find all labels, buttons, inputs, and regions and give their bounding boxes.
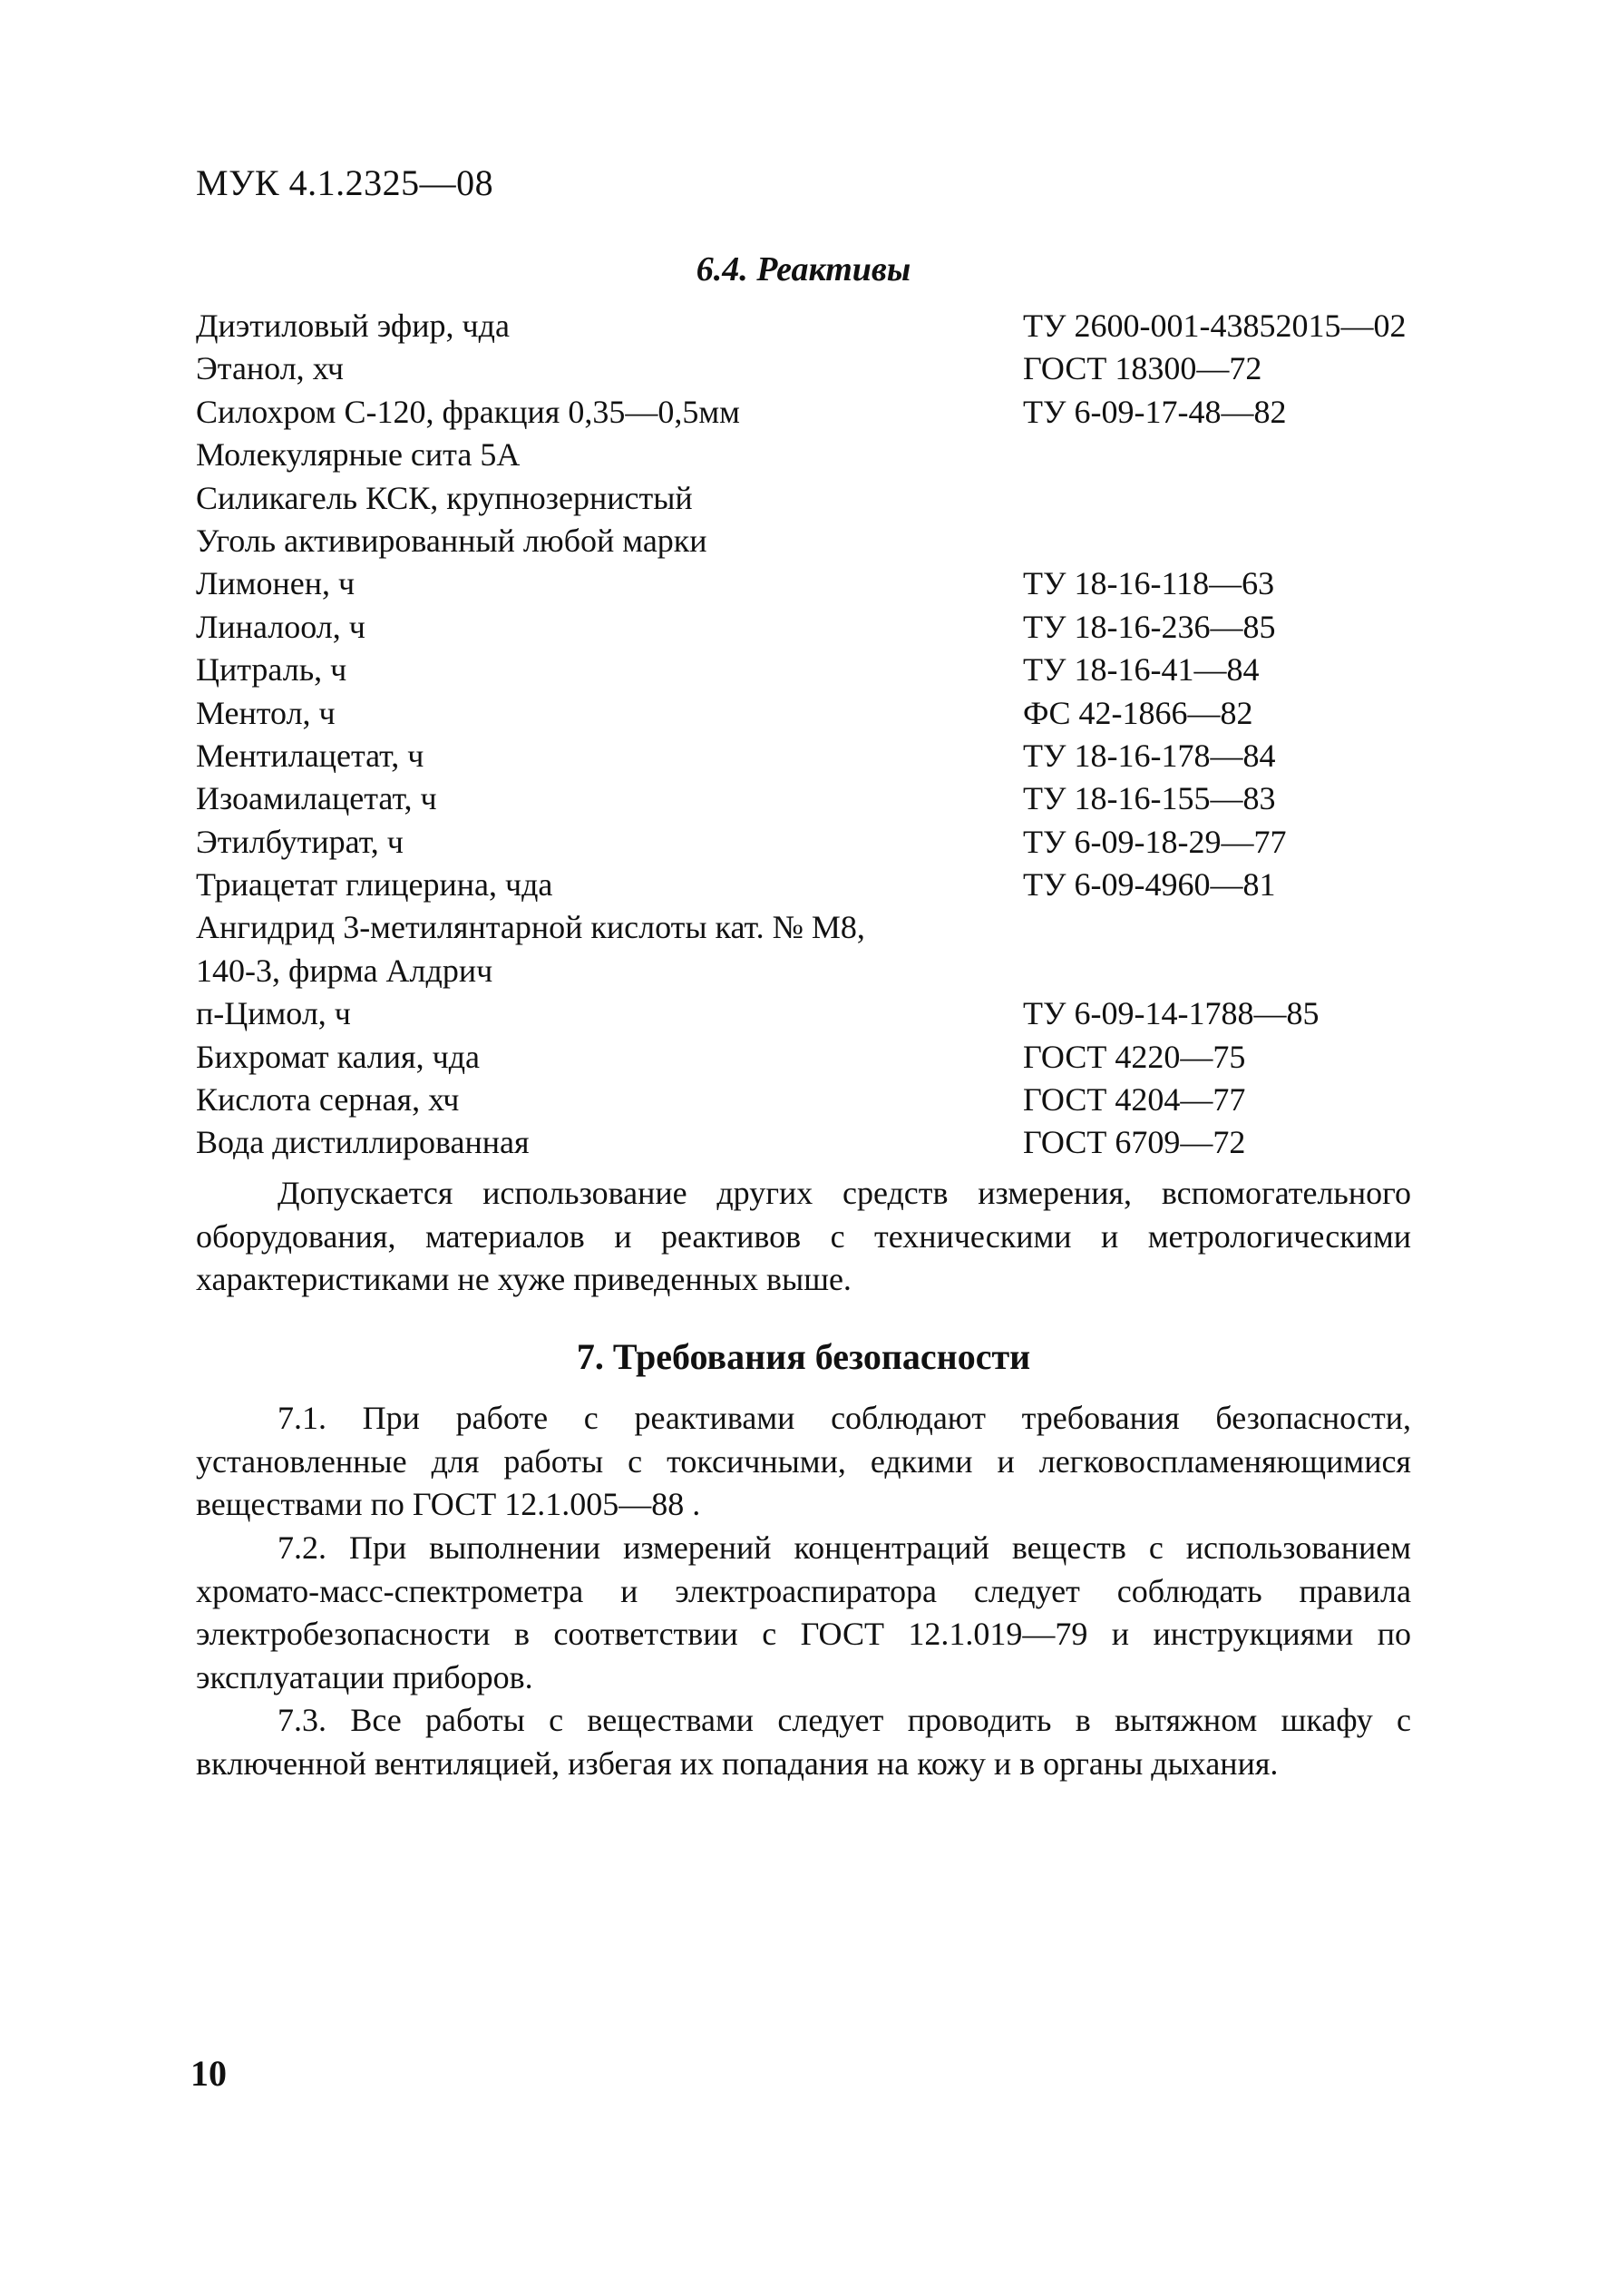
reagent-name: Бихромат калия, чда [196, 1038, 480, 1075]
reagent-standard: ТУ 18-16-118—63 [1023, 565, 1275, 602]
reagent-standard: ГОСТ 4220—75 [1023, 1038, 1246, 1075]
safety-paragraph-7-3: 7.3. Все работы с веществами следует проводить в вытяжном шкафу с включенной вентиляцией, избегая их попадания на кожу и в органы дыхания. [196, 1702, 1411, 1782]
reagent-row [196, 434, 1484, 476]
reagent-name: Ментилацетат, ч [196, 737, 424, 774]
reagent-standard: ТУ 6-09-14-1788—85 [1023, 995, 1320, 1032]
reagent-row [196, 606, 1484, 649]
safety-paragraph-7-2: 7.2. При выполнении измерений концентраций веществ с использованием хромато-масс-спектрометра и электроаспиратора следует соблюдать правила электробезопасности в соответствии с ГОСТ 12.1.019—79 и инструкциями по эксплуатации приборов. [196, 1529, 1411, 1695]
reagent-row [196, 692, 1484, 735]
safety-section-title: 7. Требования безопасности [576, 1336, 1031, 1377]
reagent-name: Этилбутират, ч [196, 823, 404, 860]
reagent-standard: ТУ 18-16-41—84 [1023, 651, 1260, 689]
reagent-row [196, 821, 1484, 864]
page-number: 10 [190, 2053, 227, 2094]
reagent-row [196, 950, 1484, 992]
reagent-standard: ТУ 18-16-155—83 [1023, 780, 1276, 817]
reagent-row [196, 347, 1484, 390]
reagent-row [196, 1079, 1484, 1121]
reagent-standard: ТУ 6-09-18-29—77 [1023, 823, 1287, 860]
reagent-row [196, 520, 1484, 562]
reagents-section-title: 6.4. Реактивы [696, 250, 911, 288]
reagent-row [196, 477, 1484, 520]
reagent-name: Этанол, хч [196, 350, 344, 387]
reagent-name: Ангидрид 3-метилянтарной кислоты кат. № М8, [196, 909, 865, 946]
reagent-row [196, 649, 1484, 691]
reagent-name: Силохром С-120, фракция 0,35—0,5мм [196, 393, 740, 430]
reagent-standard: ТУ 6-09-17-48—82 [1023, 393, 1287, 430]
reagent-row [196, 1036, 1484, 1079]
reagent-row [196, 992, 1484, 1035]
reagent-row [196, 906, 1484, 949]
reagent-name: 140-3, фирма Алдрич [196, 952, 493, 989]
reagents-list [196, 305, 1484, 1165]
safety-paragraph-7-1: 7.1. При работе с реактивами соблюдают требования безопасности, установленные для работы с токсичными, едкими и легковоспламеняющимися веществами по ГОСТ 12.1.005—88 . [196, 1400, 1411, 1522]
reagent-name: Молекулярные сита 5А [196, 436, 521, 474]
reagent-standard: ТУ 6-09-4960—81 [1023, 866, 1276, 904]
reagent-name: Диэтиловый эфир, чда [196, 308, 510, 344]
reagent-name: Изоамилацетат, ч [196, 780, 437, 817]
reagent-row [196, 305, 1484, 347]
reagent-row [196, 777, 1484, 820]
reagents-note-paragraph: Допускается использование других средств измерения, вспомогательного оборудования, материалов и реактивов с техническими и метрологическими характеристиками не хуже приведенных выше. [196, 1175, 1411, 1297]
reagent-name: Силикагель КСК, крупнозернистый [196, 479, 693, 516]
reagent-standard: ТУ 2600-001-43852015—02 [1023, 308, 1407, 344]
reagent-standard: ТУ 18-16-178—84 [1023, 737, 1276, 774]
reagent-name: Ментол, ч [196, 694, 336, 731]
reagent-standard: ГОСТ 6709—72 [1023, 1124, 1246, 1161]
reagent-name: Уголь активированный любой марки [196, 522, 707, 559]
reagent-row [196, 735, 1484, 777]
reagent-standard: ТУ 18-16-236—85 [1023, 608, 1276, 645]
reagent-row [196, 864, 1484, 906]
reagent-name: Триацетат глицерина, чда [196, 866, 553, 904]
reagent-name: Линалоол, ч [196, 608, 365, 645]
reagent-standard: ФС 42-1866—82 [1023, 694, 1253, 731]
reagent-name: Лимонен, ч [196, 565, 355, 602]
reagent-standard: ГОСТ 18300—72 [1023, 350, 1262, 387]
reagent-row [196, 1121, 1484, 1164]
document-code-header: МУК 4.1.2325—08 [196, 162, 494, 203]
reagent-name: п-Цимол, ч [196, 995, 351, 1032]
reagent-standard: ГОСТ 4204—77 [1023, 1081, 1246, 1119]
reagent-name: Цитраль, ч [196, 651, 347, 689]
reagent-row [196, 391, 1484, 434]
reagent-row [196, 562, 1484, 605]
reagent-name: Вода дистиллированная [196, 1124, 530, 1161]
reagent-name: Кислота серная, хч [196, 1081, 460, 1119]
